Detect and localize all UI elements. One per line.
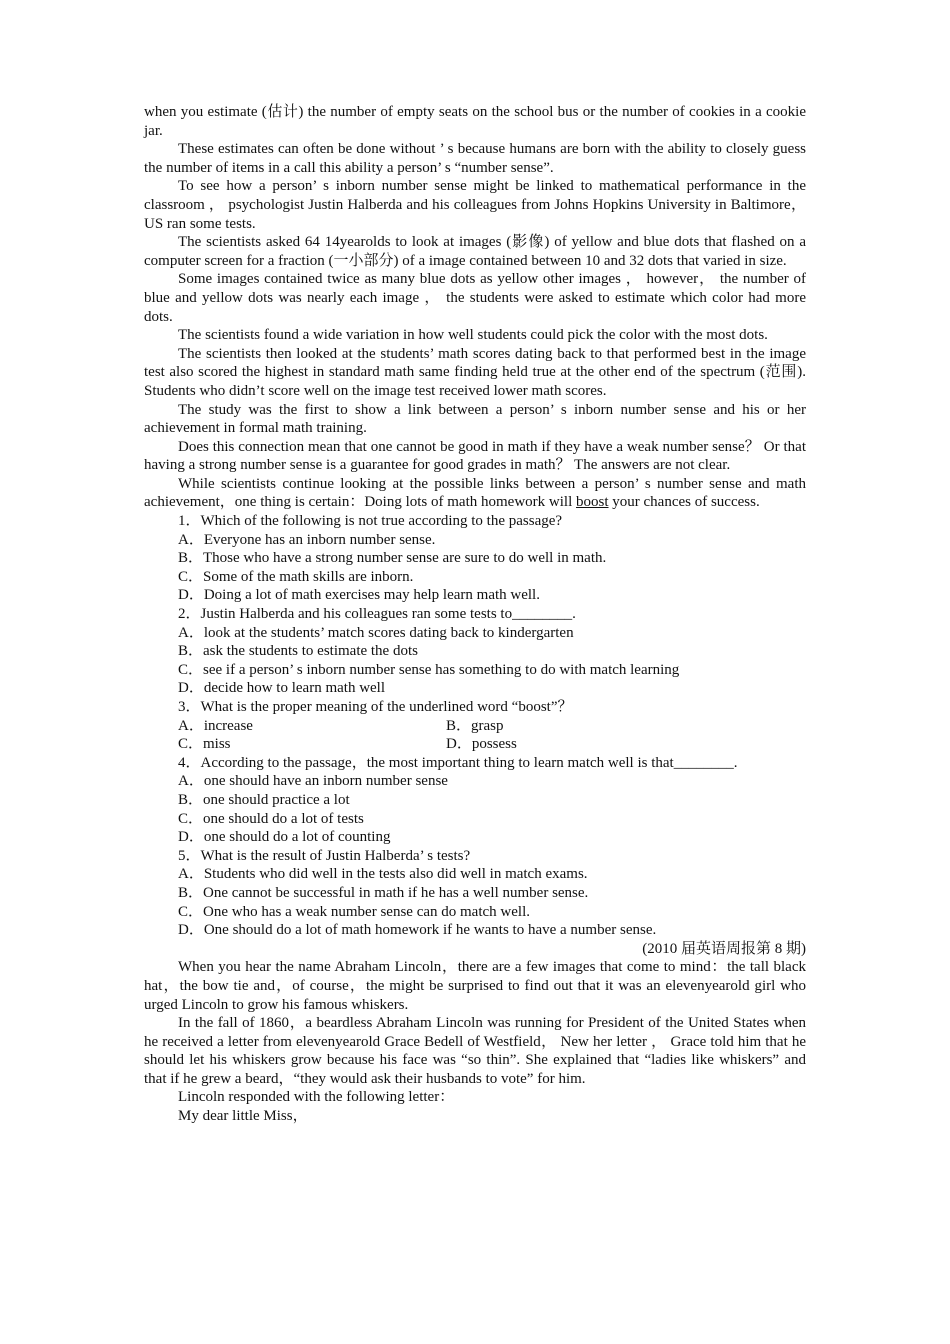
option: D．One should do a lot of math homework if he wants to have a number sense. — [178, 922, 657, 939]
option: D．one should do a lot of counting — [178, 829, 391, 846]
option: C．see if a person’ s inborn number sense has something to do with match learning — [178, 661, 680, 678]
paragraph: The study was the first to show a link between a person’ s inborn number sense and his or her achievement in formal math training. — [144, 401, 806, 437]
paragraph: My dear little Miss， — [178, 1108, 308, 1125]
option: A．look at the students’ match scores dating back to kindergarten — [178, 624, 574, 641]
paragraph: To see how a person’ s inborn number sense might be linked to mathematical performance in the classroom ， psychologist Justin Halberda and his colleagues from Johns Hopkins University in Baltimore，US ran some tests. — [144, 178, 806, 232]
document-page — [144, 103, 806, 1126]
option: B．One cannot be successful in math if he has a well number sense. — [178, 884, 589, 901]
option: C．miss — [178, 736, 231, 753]
paragraph-text: While scientists continue looking at the possible links between a person’ s number sense and math achievement，one thing is certain：Doing lots of math homework will — [144, 475, 806, 511]
question-stem: 5．What is the result of Justin Halberda’ s tests? — [178, 847, 471, 864]
option: D．decide how to learn math well — [178, 680, 386, 697]
option: A．Students who did well in the tests also did well in match exams. — [178, 866, 588, 883]
option: B．grasp — [446, 717, 504, 734]
question-stem: 1．Which of the following is not true according to the passage? — [178, 513, 563, 530]
option: B．ask the students to estimate the dots — [178, 643, 418, 660]
option: C．One who has a weak number sense can do match well. — [178, 903, 530, 920]
paragraph: When you hear the name Abraham Lincoln，there are a few images that come to mind：the tall black hat，the bow tie and，of course，the might be surprised to find out that it was an elevenyearold girl who urged Lincoln to grow his famous whiskers. — [144, 959, 806, 1013]
paragraph: Lincoln responded with the following letter： — [178, 1089, 455, 1106]
option: A．one should have an inborn number sense — [178, 773, 448, 790]
paragraph-boost — [144, 475, 806, 512]
underlined-word: boost — [576, 494, 609, 511]
option-row — [144, 735, 806, 754]
option: A．increase — [178, 717, 253, 734]
paragraph: Some images contained twice as many blue dots as yellow other images ， however， the number of blue and yellow dots was nearly each image ， the students were asked to estimate which color had more dots. — [144, 271, 806, 325]
paragraph: when you estimate (估计) the number of empty seats on the school bus or the number of cookies in a cookie jar. — [144, 104, 806, 139]
option: C．Some of the math skills are inborn. — [178, 568, 414, 585]
option: D．possess — [446, 736, 517, 753]
paragraph: The scientists then looked at the students’ math scores dating back to that performed best in the image test also scored the highest in standard math same finding held true at the other end of the spectrum (范围). Students who didn’t score well on the image test received lower math scores. — [144, 345, 806, 399]
option: A．Everyone has an inborn number sense. — [178, 531, 436, 548]
option-row — [144, 717, 806, 736]
option: B．Those who have a strong number sense are sure to do well in math. — [178, 550, 607, 567]
paragraph: These estimates can often be done without ’ s because humans are born with the ability to closely guess the number of items in a call this ability a person’ s “number sense”. — [144, 141, 806, 176]
option: C．one should do a lot of tests — [178, 810, 364, 827]
question-stem: 3．What is the proper meaning of the underlined word “boost”？ — [178, 699, 573, 715]
paragraph: The scientists asked 64 14yearolds to look at images (影像) of yellow and blue dots that flashed on a computer screen for a fraction (一小部分) of a image contained between 10 and 32 dots that varied in size. — [144, 234, 806, 269]
paragraph: The scientists found a wide variation in how well students could pick the color with the most dots. — [178, 327, 768, 344]
paragraph: Does this connection mean that one cannot be good in math if they have a weak number sense？ Or that having a strong number sense is a guarantee for good grades in math？ The answers are not clear. — [144, 438, 806, 474]
source-citation: (2010 届英语周报第 8 期) — [642, 940, 806, 957]
question-stem: 4．According to the passage，the most important thing to learn match well is that________. — [178, 754, 738, 771]
option: D．Doing a lot of math exercises may help learn math well. — [178, 587, 540, 604]
option: B．one should practice a lot — [178, 791, 350, 808]
paragraph: In the fall of 1860，a beardless Abraham Lincoln was running for President of the United States when he received a letter from elevenyearold Grace Bedell of Westfield， New her letter ， Grace told him that he should let his whiskers grow because his face was “so thin”. She explained that “ladies like whiskers” and that if he grew a beard，“they would ask their husbands to vote” for him. — [144, 1015, 806, 1087]
question-stem: 2．Justin Halberda and his colleagues ran some tests to________. — [178, 606, 576, 623]
paragraph-text: your chances of success. — [608, 494, 760, 511]
